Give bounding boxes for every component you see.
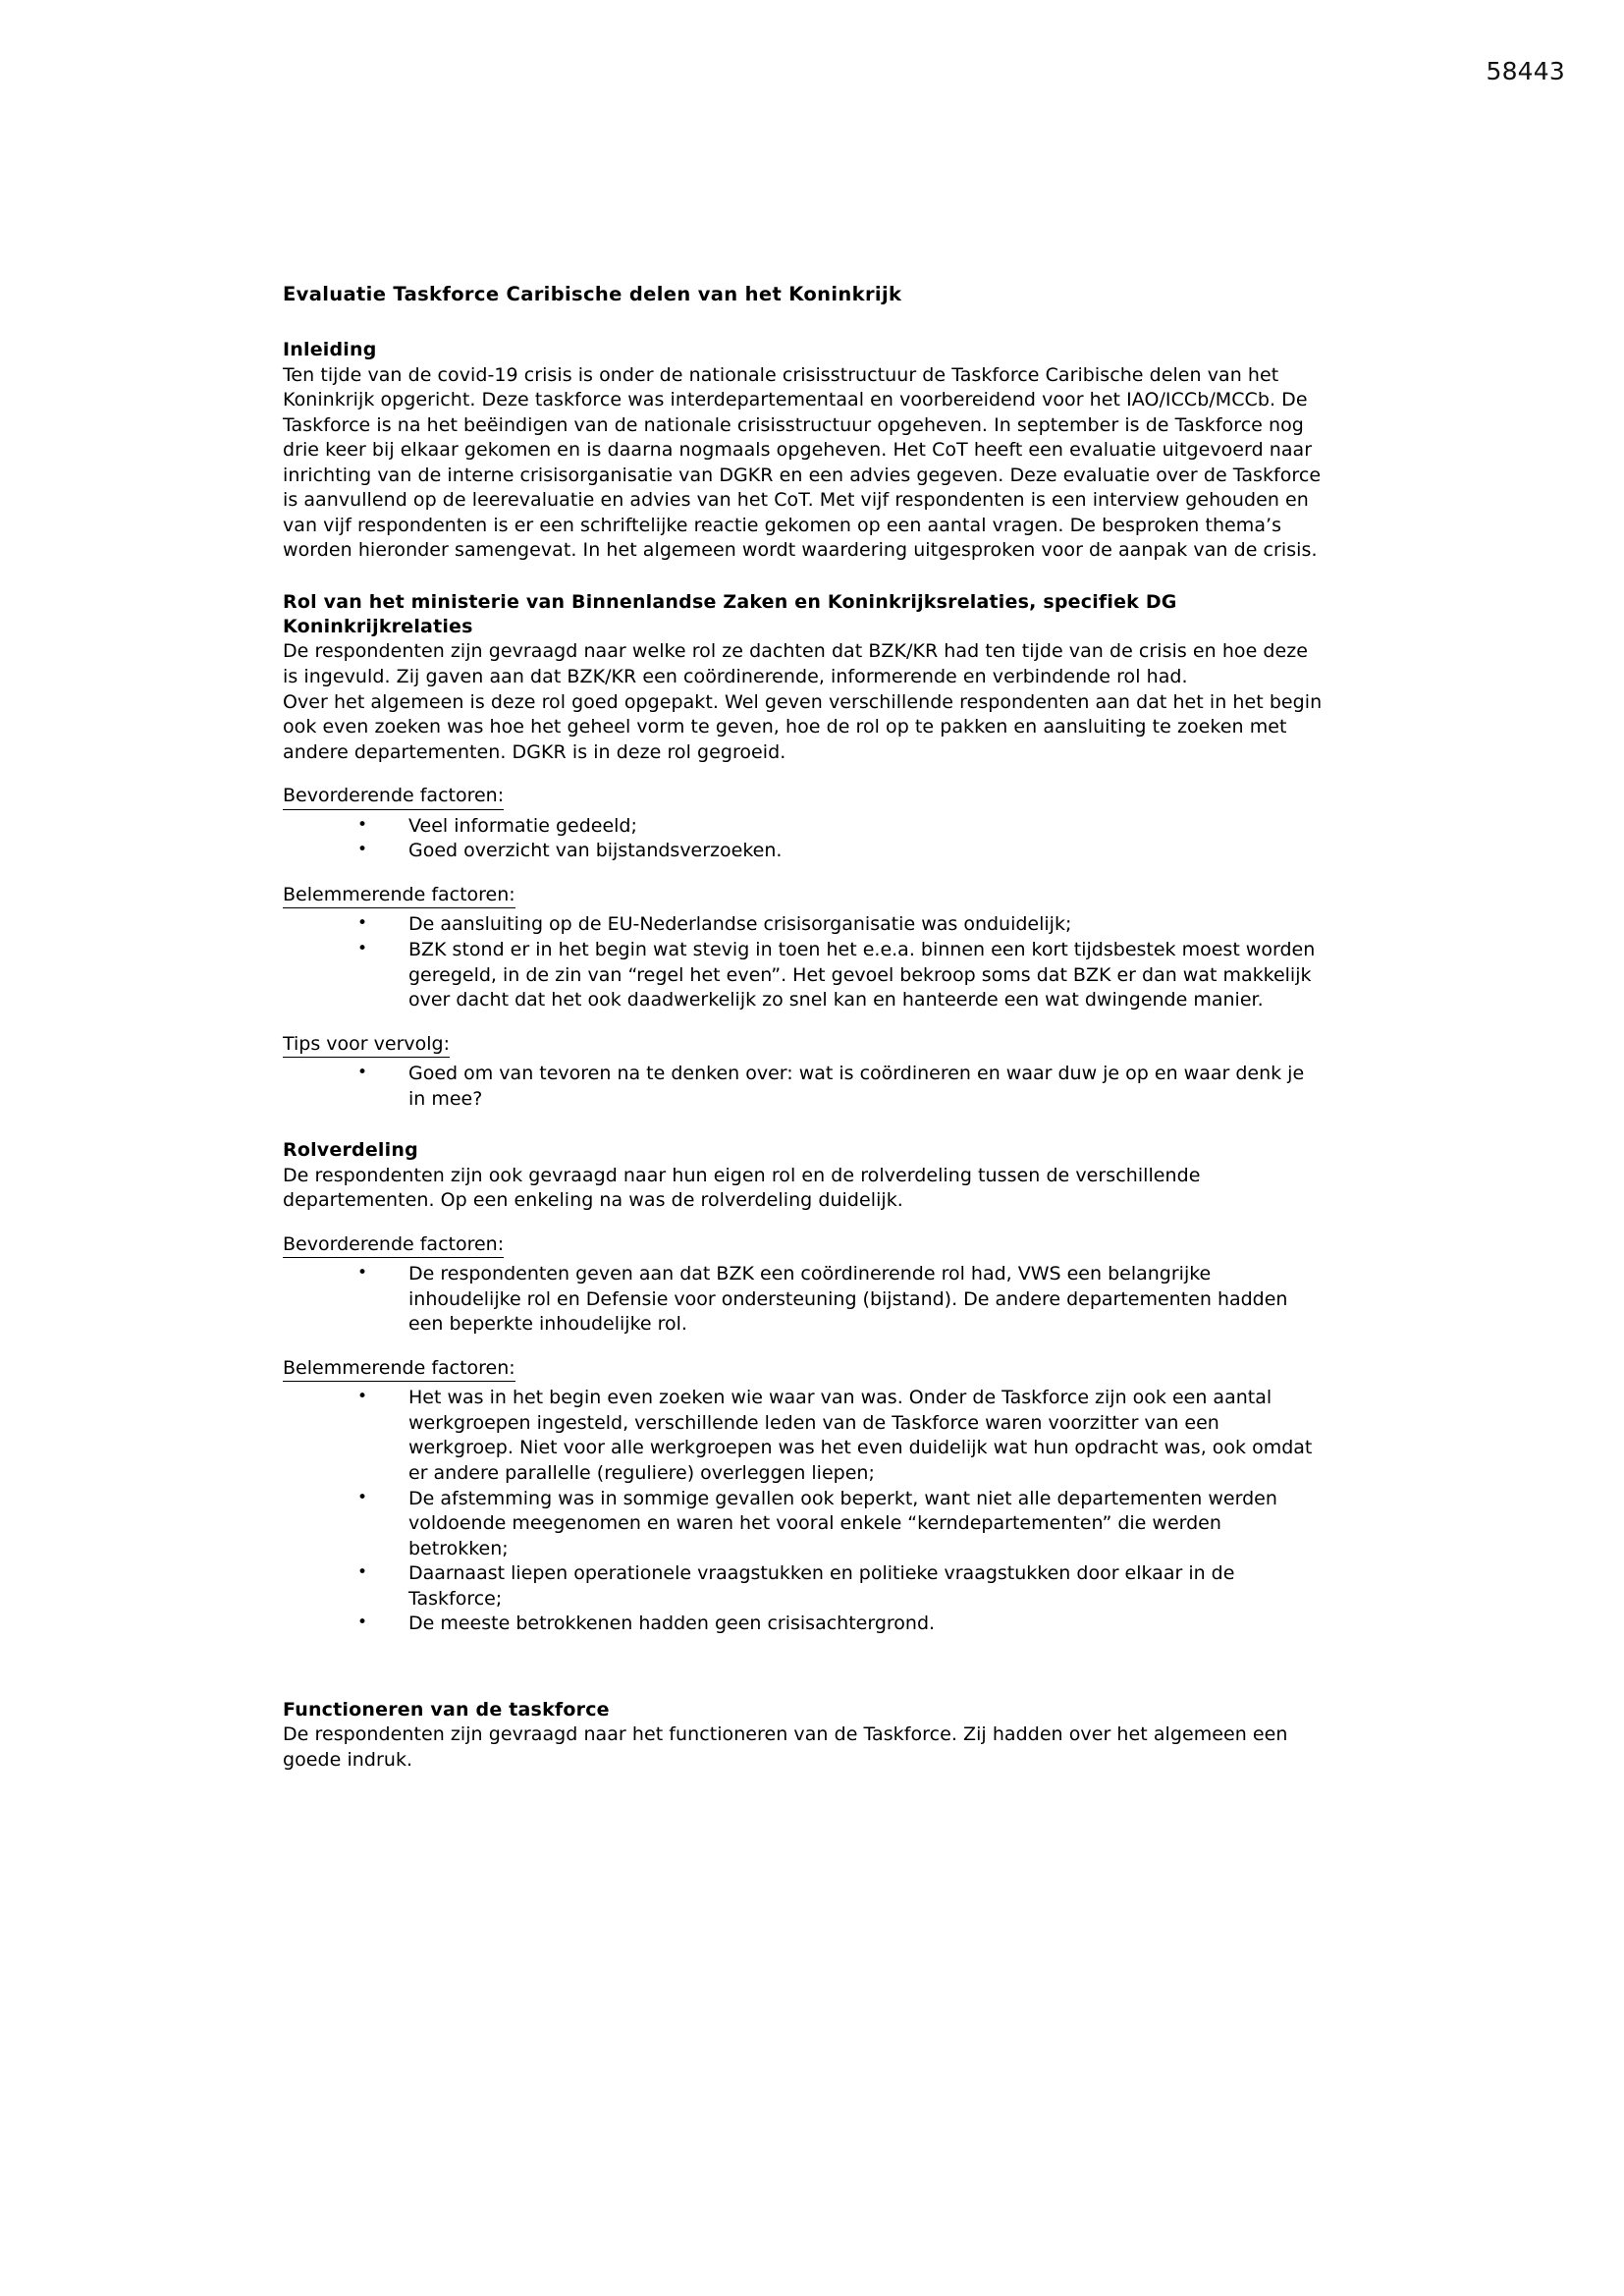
section-heading: Inleiding: [283, 339, 377, 361]
section-rol-ministerie: [283, 590, 1326, 1112]
section-paragraph: Over het algemeen is deze rol goed opgepakt. Wel geven verschillende respondenten aan dat het in het begin ook even zoeken was hoe het geheel vorm te geven, hoe de rol op te pakken en aansluiting te zoeken met andere departementen. DGKR is in deze rol gegroeid.: [283, 690, 1323, 763]
bullet-list: [283, 912, 1326, 1012]
document-title: Evaluatie Taskforce Caribische delen van het Koninkrijk: [283, 283, 902, 305]
section-paragraph: De respondenten zijn gevraagd naar het functioneren van de Taskforce. Zij hadden over het algemeen een goede indruk.: [283, 1723, 1288, 1771]
list-item: • Veel informatie gedeeld;: [283, 814, 1326, 840]
factor-label: Belemmerende factoren:: [283, 883, 515, 909]
section-rolverdeling: [283, 1138, 1326, 1637]
section-heading: Rolverdeling: [283, 1139, 418, 1162]
spacer: [283, 1112, 1326, 1138]
spacer: [283, 864, 1326, 883]
spacer: [283, 765, 1326, 784]
document-body: [283, 282, 1326, 1773]
factor-group-bevorderende: [283, 784, 1326, 864]
section-paragraph: Ten tijde van de covid-19 crisis is onder de nationale crisisstructuur de Taskforce Caribische delen van het Koninkrijk opgericht. Deze taskforce was interdepartementaal en voorbereidend voor het IAO/ICCb/MCCb. De Taskforce is na het beëindigen van de nationale crisisstructuur opgeheven. In september is de Taskforce nog drie keer bij elkaar gekomen en is daarna nogmaals opgeheven. Het CoT heeft een evaluatie uitgevoerd naar inrichting van de interne crisisorganisatie van DGKR en een advies gegeven. Deze evaluatie over de Taskforce is aanvullend op de leerevaluatie en advies van het CoT. Met vijf respondenten is een interview gehouden en van vijf respondenten is er een schriftelijke reactie gekomen op een aantal vragen. De besproken thema’s worden hieronder samengevat. In het algemeen wordt waardering uitgesproken voor de aanpak van de crisis.: [283, 363, 1322, 562]
spacer: [283, 1637, 1326, 1698]
section-paragraph: De respondenten zijn gevraagd naar welke rol ze dachten dat BZK/KR had ten tijde van de crisis en hoe deze is ingevuld. Zij gaven aan dat BZK/KR een coördinerende, informerende en verbindende rol had.: [283, 640, 1309, 688]
factor-label: Bevorderende factoren:: [283, 784, 504, 810]
list-item: • De afstemming was in sommige gevallen ook beperkt, want niet alle departementen werden voldoende meegenomen en waren het vooral enkele “kerndepartementen” die werden betrokken;: [283, 1487, 1326, 1562]
section-functioneren: [283, 1698, 1326, 1773]
list-item: • De respondenten geven aan dat BZK een coördinerende rol had, VWS een belangrijke inhoudelijke rol en Defensie voor ondersteuning (bijstand). De andere departementen hadden een beperkte inhoudelijke rol.: [283, 1262, 1326, 1338]
spacer: [283, 564, 1326, 590]
spacer: [283, 1338, 1326, 1356]
factor-group-tips: [283, 1032, 1326, 1113]
factor-label: Tips voor vervolg:: [283, 1032, 450, 1059]
spacer: [283, 1013, 1326, 1032]
section-paragraph: De respondenten zijn ook gevraagd naar hun eigen rol en de rolverdeling tussen de verschillende departementen. Op een enkeling na was de rolverdeling duidelijk.: [283, 1164, 1201, 1212]
factor-label: Belemmerende factoren:: [283, 1356, 515, 1383]
bullet-list: [283, 1262, 1326, 1338]
bullet-list: [283, 814, 1326, 864]
list-item: • Goed overzicht van bijstandsverzoeken.: [283, 839, 1326, 864]
list-item: • Het was in het begin even zoeken wie waar van was. Onder de Taskforce zijn ook een aantal werkgroepen ingesteld, verschillende leden van de Taskforce waren voorzitter van een werkgroep. Niet voor alle werkgroepen was het even duidelijk wat hun opdracht was, ook omdat er andere parallelle (reguliere) overleggen liepen;: [283, 1386, 1326, 1486]
section-inleiding: [283, 338, 1326, 564]
factor-label: Bevorderende factoren:: [283, 1232, 504, 1259]
list-item: • BZK stond er in het begin wat stevig in toen het e.e.a. binnen een kort tijdsbestek moest worden geregeld, in de zin van “regel het even”. Het gevoel bekroop soms dat BZK er dan wat makkelijk over dacht dat het ook daadwerkelijk zo snel kan en hanteerde een wat dwingende manier.: [283, 938, 1326, 1013]
factor-group-belemmerende: [283, 883, 1326, 1013]
list-item: • Goed om van tevoren na te denken over: wat is coördineren en waar duw je op en waar denk je in mee?: [283, 1062, 1326, 1112]
factor-group-belemmerende: [283, 1356, 1326, 1637]
bullet-list: [283, 1386, 1326, 1636]
section-heading: Functioneren van de taskforce: [283, 1698, 610, 1721]
factor-group-bevorderende: [283, 1232, 1326, 1338]
list-item: • De meeste betrokkenen hadden geen crisisachtergrond.: [283, 1612, 1326, 1637]
page-number: 58443: [1486, 57, 1565, 85]
bullet-list: [283, 1062, 1326, 1112]
spacer: [283, 1214, 1326, 1232]
list-item: • De aansluiting op de EU-Nederlandse crisisorganisatie was onduidelijk;: [283, 912, 1326, 938]
section-heading: Rol van het ministerie van Binnenlandse Zaken en Koninkrijksrelaties, specifiek DG Koninkrijkrelaties: [283, 590, 1177, 638]
list-item: • Daarnaast liepen operationele vraagstukken en politieke vraagstukken door elkaar in de Taskforce;: [283, 1561, 1326, 1612]
